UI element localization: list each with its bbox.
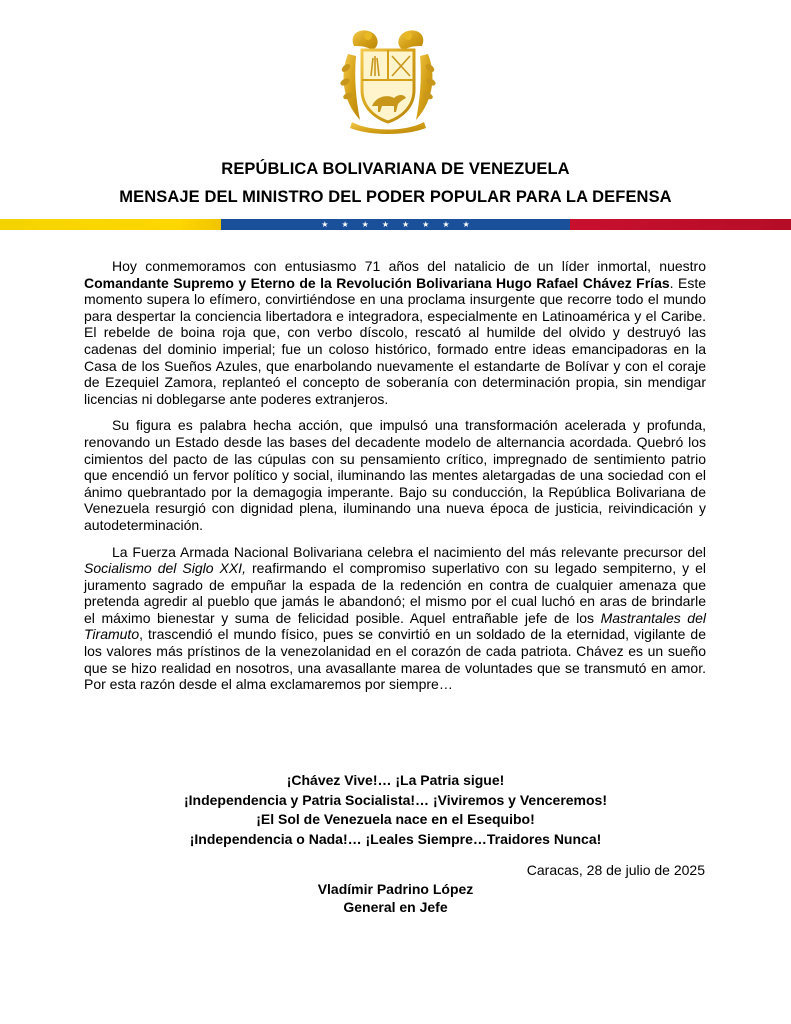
- flag-yellow-band: [0, 219, 221, 230]
- star-icon: ★: [341, 219, 349, 229]
- slogan-line: ¡Chávez Vive!… ¡La Patria sigue!: [286, 772, 505, 788]
- signatory-name: Vladímir Padrino López: [317, 881, 474, 897]
- star-icon: ★: [462, 219, 470, 229]
- emphasis-socialism: Socialismo del Siglo XXI,: [84, 560, 246, 577]
- coat-of-arms-icon: [334, 24, 442, 136]
- slogan-line: ¡Independencia y Patria Socialista!… ¡Viviremos y Venceremos!: [183, 791, 608, 808]
- emphasis-mastrantales: Mastrantales del Tiramuto: [84, 609, 706, 643]
- paragraph-3: La Fuerza Armada Nacional Bolivariana celebra el nacimiento del más relevante precursor del Socialismo del Siglo XXI, reafirmando el compromiso superlativo con su legado sempiterno, y el juramento sagrado de empuñar la espada de la redención en contra de cualquier amenaza que pretenda agredir al pueblo que jamás le abandonó; el mismo por el cual luchó en aras de brindarle el máximo bienestar y suma de felicidad posible. Aquel entrañable jefe de los Mastrantales del Tiramuto, trascendió el mundo físico, pues se convirtió en un soldado de la eternidad, vigilante de los valores más prístinos de la venezolanidad en el corazón de cada patriota. Chávez es un sueño que se hizo realidad en nosotros, una avasallante marea de voluntades que se transmutó en amor. Por esta razón desde el alma exclamaremos por siempre…: [84, 543, 706, 693]
- place-date: Caracas, 28 de julio de 2025: [526, 862, 705, 878]
- slogans: [0, 771, 791, 849]
- message-body: [84, 258, 706, 703]
- star-icon: ★: [321, 219, 329, 229]
- header-country: REPÚBLICA BOLIVARIANA DE VENEZUELA: [221, 160, 570, 178]
- header-title: MENSAJE DEL MINISTRO DEL PODER POPULAR PARA LA DEFENSA: [119, 188, 672, 206]
- signatory-rank: General en Jefe: [343, 899, 448, 915]
- star-icon: ★: [401, 219, 410, 229]
- star-icon: ★: [361, 219, 369, 229]
- star-icon: ★: [442, 219, 450, 229]
- paragraph-2: Su figura es palabra hecha acción, que impulsó una transformación acelerada y profunda, renovando un Estado desde las bases del decadente modelo de alternancia acordada. Quebró los cimientos del pacto de las cúpulas con su pensamiento crítico, impregnado de sentimiento patrio que encendió un fervor político y social, iluminando las mentes aletargadas de una sociedad con el ánimo quebrantado por la demagogia imperante. Bajo su conducción, la República Bolivariana de Venezuela resurgió con dignidad plena, iluminando una nueva época de justicia, reivindicación y autodeterminación.: [84, 417, 706, 533]
- flag-stripe: [0, 219, 791, 230]
- slogan-line: ¡Independencia o Nada!… ¡Leales Siempre…Traidores Nunca!: [189, 830, 602, 847]
- commander-title: Comandante Supremo y Eterno de la Revolución Bolivariana Hugo Rafael Chávez Frías: [84, 274, 670, 291]
- slogan-line: ¡El Sol de Venezuela nace en el Esequibo!: [256, 811, 535, 827]
- star-icon: ★: [422, 219, 430, 229]
- star-icon: ★: [381, 219, 389, 229]
- flag-blue-band: [221, 219, 569, 230]
- paragraph-1: Hoy conmemoramos con entusiasmo 71 años del natalicio de un líder inmortal, nuestro Comandante Supremo y Eterno de la Revolución Bolivariana Hugo Rafael Chávez Frías. Este momento supera lo efímero, convirtiéndose en una proclama insurgente que recorre todo el mundo para despertar la conciencia libertadora e integradora, especialmente en Latinoamérica y el Caribe. El rebelde de boina roja que, con verbo díscolo, rescató al humilde del olvido y destruyó las cadenas del dominio imperial; fue un coloso histórico, formado entre ideas emancipadoras en la Casa de los Sueños Azules, que enarbolando nuevamente el estandarte de Bolívar y con el coraje de Ezequiel Zamora, replanteó el concepto de soberanía con determinación propia, sin mendigar licencias ni doblegarse ante poderes extranjeros.: [84, 258, 706, 407]
- flag-red-band: [570, 219, 791, 230]
